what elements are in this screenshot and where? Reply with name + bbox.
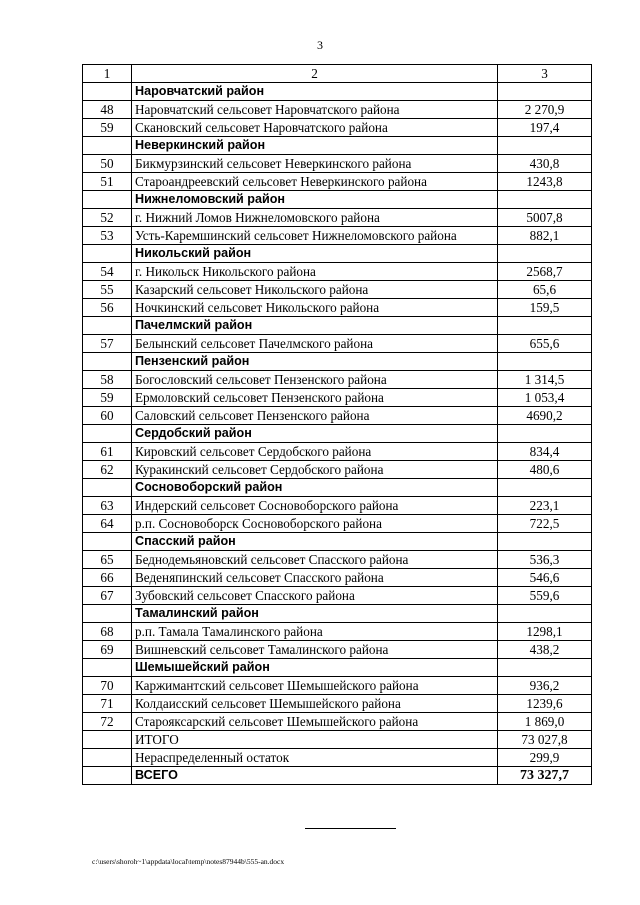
settlement-name: Ночкинский сельсовет Никольского района [132, 299, 498, 317]
amount-value: 546,6 [498, 569, 592, 587]
district-value [498, 317, 592, 335]
footer-divider [305, 828, 396, 829]
amount-value: 65,6 [498, 281, 592, 299]
table-row [83, 155, 592, 173]
settlement-name: Индерский сельсовет Сосновоборского района [132, 497, 498, 515]
table-body [83, 83, 592, 785]
settlement-name: Белынский сельсовет Пачелмского района [132, 335, 498, 353]
district-name: Наровчатский район [132, 83, 498, 101]
settlement-name: Веденяпинский сельсовет Спасского района [132, 569, 498, 587]
district-value [498, 137, 592, 155]
district-name: Сосновоборский район [132, 479, 498, 497]
amount-value: 73 027,8 [498, 731, 592, 749]
row-number: 54 [83, 263, 132, 281]
table-row [83, 173, 592, 191]
row-number: 66 [83, 569, 132, 587]
settlement-name: ИТОГО [132, 731, 498, 749]
row-number [83, 137, 132, 155]
table-row [83, 551, 592, 569]
district-name: Никольский район [132, 245, 498, 263]
amount-value: 722,5 [498, 515, 592, 533]
amount-value: 197,4 [498, 119, 592, 137]
table-row [83, 749, 592, 767]
footer-file-path: c:\users\shoroh~1\appdata\local\temp\notes87944b\555-an.docx [92, 857, 285, 866]
table-header-row [83, 65, 592, 83]
amount-value: 2568,7 [498, 263, 592, 281]
header-col-1: 1 [83, 65, 132, 83]
district-row [83, 533, 592, 551]
total-value: 73 327,7 [498, 767, 592, 785]
district-row [83, 425, 592, 443]
amount-value: 480,6 [498, 461, 592, 479]
amount-value: 2 270,9 [498, 101, 592, 119]
total-row [83, 767, 592, 785]
table-row [83, 695, 592, 713]
allocation-table [82, 64, 592, 785]
table-row [83, 209, 592, 227]
row-number: 56 [83, 299, 132, 317]
row-number [83, 425, 132, 443]
row-number [83, 767, 132, 785]
amount-value: 4690,2 [498, 407, 592, 425]
row-number: 64 [83, 515, 132, 533]
district-value [498, 479, 592, 497]
row-number: 70 [83, 677, 132, 695]
amount-value: 1 869,0 [498, 713, 592, 731]
settlement-name: Наровчатский сельсовет Наровчатского района [132, 101, 498, 119]
row-number: 62 [83, 461, 132, 479]
row-number: 65 [83, 551, 132, 569]
table-row [83, 407, 592, 425]
district-row [83, 137, 592, 155]
settlement-name: Усть-Каремшинский сельсовет Нижнеломовского района [132, 227, 498, 245]
table-row [83, 641, 592, 659]
settlement-name: Зубовский сельсовет Спасского района [132, 587, 498, 605]
district-row [83, 479, 592, 497]
district-row [83, 353, 592, 371]
row-number: 68 [83, 623, 132, 641]
total-label: ВСЕГО [132, 767, 498, 785]
amount-value: 1298,1 [498, 623, 592, 641]
table-row [83, 623, 592, 641]
amount-value: 655,6 [498, 335, 592, 353]
settlement-name: Каржимантский сельсовет Шемышейского района [132, 677, 498, 695]
district-name: Шемышейский район [132, 659, 498, 677]
settlement-name: г. Нижний Ломов Нижнеломовского района [132, 209, 498, 227]
amount-value: 936,2 [498, 677, 592, 695]
amount-value: 1239,6 [498, 695, 592, 713]
row-number [83, 605, 132, 623]
row-number [83, 83, 132, 101]
settlement-name: Колдаисский сельсовет Шемышейского района [132, 695, 498, 713]
row-number: 55 [83, 281, 132, 299]
district-name: Спасский район [132, 533, 498, 551]
amount-value: 5007,8 [498, 209, 592, 227]
amount-value: 1 314,5 [498, 371, 592, 389]
row-number [83, 317, 132, 335]
district-value [498, 425, 592, 443]
district-value [498, 659, 592, 677]
page-number: 3 [317, 38, 323, 52]
district-row [83, 191, 592, 209]
table-row [83, 515, 592, 533]
amount-value: 438,2 [498, 641, 592, 659]
table-row [83, 263, 592, 281]
district-value [498, 191, 592, 209]
settlement-name: Беднодемьяновский сельсовет Спасского района [132, 551, 498, 569]
table-row [83, 227, 592, 245]
amount-value: 430,8 [498, 155, 592, 173]
table-row [83, 461, 592, 479]
table-row [83, 497, 592, 515]
settlement-name: Нераспределенный остаток [132, 749, 498, 767]
settlement-name: р.п. Сосновоборск Сосновоборского района [132, 515, 498, 533]
settlement-name: Вишневский сельсовет Тамалинского района [132, 641, 498, 659]
row-number: 50 [83, 155, 132, 173]
district-value [498, 353, 592, 371]
district-name: Сердобский район [132, 425, 498, 443]
row-number: 67 [83, 587, 132, 605]
table-row [83, 677, 592, 695]
table-row [83, 731, 592, 749]
row-number [83, 353, 132, 371]
header-col-3: 3 [498, 65, 592, 83]
table-row [83, 119, 592, 137]
settlement-name: Скановский сельсовет Наровчатского района [132, 119, 498, 137]
table-row [83, 389, 592, 407]
amount-value: 559,6 [498, 587, 592, 605]
district-value [498, 245, 592, 263]
row-number [83, 191, 132, 209]
row-number: 61 [83, 443, 132, 461]
row-number [83, 533, 132, 551]
district-value [498, 83, 592, 101]
row-number: 58 [83, 371, 132, 389]
table-row [83, 335, 592, 353]
header-col-2: 2 [132, 65, 498, 83]
row-number: 60 [83, 407, 132, 425]
district-name: Тамалинский район [132, 605, 498, 623]
amount-value: 1 053,4 [498, 389, 592, 407]
settlement-name: Бикмурзинский сельсовет Неверкинского района [132, 155, 498, 173]
district-row [83, 317, 592, 335]
district-name: Пачелмский район [132, 317, 498, 335]
row-number [83, 245, 132, 263]
row-number: 51 [83, 173, 132, 191]
district-name: Нижнеломовский район [132, 191, 498, 209]
settlement-name: Староандреевский сельсовет Неверкинского района [132, 173, 498, 191]
district-name: Неверкинский район [132, 137, 498, 155]
settlement-name: р.п. Тамала Тамалинского района [132, 623, 498, 641]
district-row [83, 605, 592, 623]
settlement-name: Казарский сельсовет Никольского района [132, 281, 498, 299]
district-row [83, 83, 592, 101]
settlement-name: Куракинский сельсовет Сердобского района [132, 461, 498, 479]
district-value [498, 605, 592, 623]
row-number [83, 731, 132, 749]
settlement-name: Кировский сельсовет Сердобского района [132, 443, 498, 461]
row-number [83, 749, 132, 767]
row-number: 57 [83, 335, 132, 353]
amount-value: 834,4 [498, 443, 592, 461]
table-row [83, 587, 592, 605]
table-row [83, 569, 592, 587]
district-name: Пензенский район [132, 353, 498, 371]
amount-value: 1243,8 [498, 173, 592, 191]
row-number: 52 [83, 209, 132, 227]
table-row [83, 443, 592, 461]
amount-value: 159,5 [498, 299, 592, 317]
settlement-name: Саловский сельсовет Пензенского района [132, 407, 498, 425]
settlement-name: Старояксарский сельсовет Шемышейского района [132, 713, 498, 731]
settlement-name: Ермоловский сельсовет Пензенского района [132, 389, 498, 407]
row-number [83, 659, 132, 677]
row-number: 53 [83, 227, 132, 245]
row-number: 72 [83, 713, 132, 731]
settlement-name: Богословский сельсовет Пензенского района [132, 371, 498, 389]
row-number: 59 [83, 389, 132, 407]
table-row [83, 299, 592, 317]
row-number: 69 [83, 641, 132, 659]
row-number: 63 [83, 497, 132, 515]
table-row [83, 101, 592, 119]
amount-value: 299,9 [498, 749, 592, 767]
district-row [83, 659, 592, 677]
district-value [498, 533, 592, 551]
amount-value: 536,3 [498, 551, 592, 569]
row-number: 48 [83, 101, 132, 119]
table-row [83, 713, 592, 731]
settlement-name: г. Никольск Никольского района [132, 263, 498, 281]
amount-value: 223,1 [498, 497, 592, 515]
row-number: 59 [83, 119, 132, 137]
district-row [83, 245, 592, 263]
row-number: 71 [83, 695, 132, 713]
table-row [83, 371, 592, 389]
amount-value: 882,1 [498, 227, 592, 245]
row-number [83, 479, 132, 497]
table-row [83, 281, 592, 299]
